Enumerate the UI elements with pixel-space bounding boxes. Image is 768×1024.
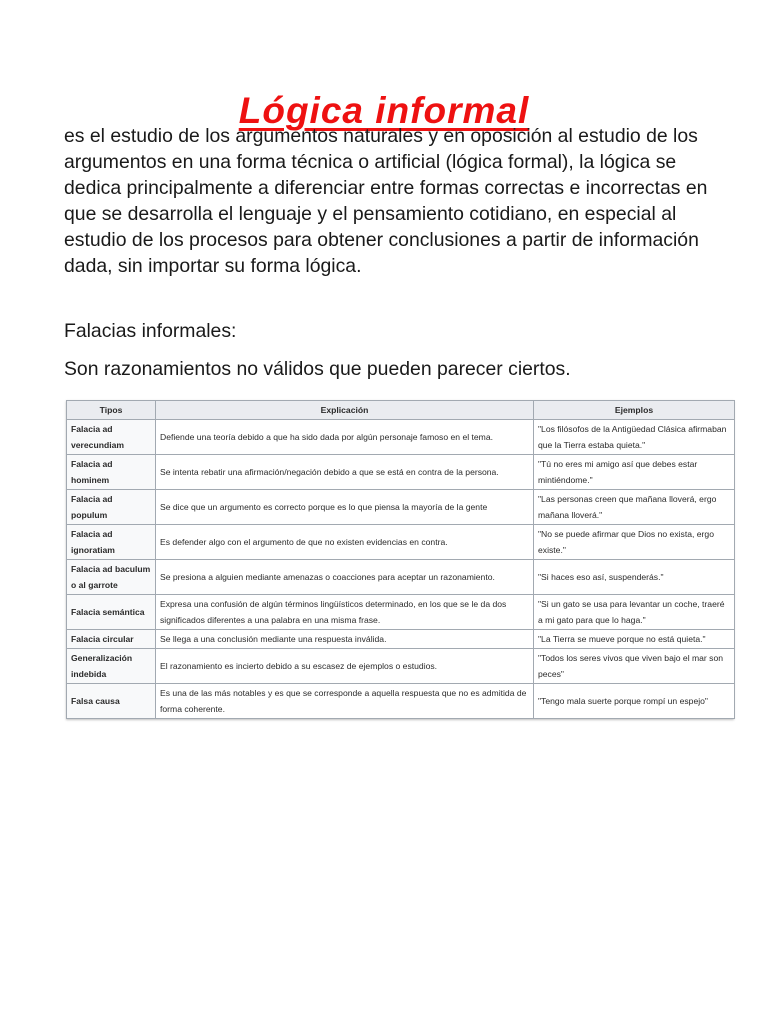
table-row (67, 420, 735, 455)
table-row (67, 490, 735, 525)
cell-explicacion: Se presiona a alguien mediante amenazas o coacciones para aceptar un razonamiento. (156, 560, 534, 595)
cell-tipo: Falsa causa (67, 684, 156, 719)
cell-explicacion: Es una de las más notables y es que se corresponde a aquella respuesta que no es admitida de forma coherente. (156, 684, 534, 719)
cell-ejemplo: "Las personas creen que mañana lloverá, ergo mañana lloverá." (534, 490, 735, 525)
page-title: Lógica informal (238, 89, 530, 131)
cell-explicacion: Expresa una confusión de algún términos lingüísticos determinado, en los que se le da dos significados diferentes a una palabra en una misma frase. (156, 595, 534, 630)
table-row (67, 595, 735, 630)
cell-explicacion: Se intenta rebatir una afirmación/negación debido a que se está en contra de la persona. (156, 455, 534, 490)
cell-tipo: Generalización indebida (67, 649, 156, 684)
cell-tipo: Falacia semántica (67, 595, 156, 630)
cell-explicacion: Se llega a una conclusión mediante una respuesta inválida. (156, 630, 534, 649)
cell-tipo: Falacia ad ignoratiam (67, 525, 156, 560)
table-row (67, 455, 735, 490)
cell-tipo: Falacia ad populum (67, 490, 156, 525)
cell-ejemplo: "Tengo mala suerte porque rompí un espejo" (534, 684, 735, 719)
table-header-row (67, 401, 735, 420)
definition-paragraph: Son razonamientos no válidos que pueden parecer ciertos. (64, 358, 571, 380)
cell-ejemplo: "Tú no eres mi amigo así que debes estar mintiéndome." (534, 455, 735, 490)
cell-ejemplo: "La Tierra se mueve porque no está quieta." (534, 630, 735, 649)
cell-tipo: Falacia ad baculum o al garrote (67, 560, 156, 595)
section-heading: Falacias informales: (64, 320, 237, 342)
table-row (67, 560, 735, 595)
cell-tipo: Falacia ad verecundiam (67, 420, 156, 455)
cell-ejemplo: "Si haces eso así, suspenderás." (534, 560, 735, 595)
cell-ejemplo: "Los filósofos de la Antigüedad Clásica afirmaban que la Tierra estaba quieta." (534, 420, 735, 455)
header-tipos: Tipos (67, 401, 156, 420)
cell-explicacion: Es defender algo con el argumento de que no existen evidencias en contra. (156, 525, 534, 560)
table-row (67, 630, 735, 649)
cell-ejemplo: "Todos los seres vivos que viven bajo el mar son peces" (534, 649, 735, 684)
header-ejemplos: Ejemplos (534, 401, 735, 420)
cell-explicacion: El razonamiento es incierto debido a su escasez de ejemplos o estudios. (156, 649, 534, 684)
fallacies-table-container (66, 400, 734, 719)
cell-tipo: Falacia ad hominem (67, 455, 156, 490)
cell-explicacion: Se dice que un argumento es correcto porque es lo que piensa la mayoría de la gente (156, 490, 534, 525)
cell-tipo: Falacia circular (67, 630, 156, 649)
table-row (67, 649, 735, 684)
header-explicacion: Explicación (156, 401, 534, 420)
fallacies-table (66, 400, 735, 719)
intro-paragraph: es el estudio de los argumentos naturales y en oposición al estudio de los argumentos en una forma técnica o artificial (lógica formal), la lógica se dedica principalmente a diferenciar entre formas correctas e incorrectas en que se desarrolla el lenguaje y el pensamiento cotidiano, en especial al estudio de los procesos para obtener conclusiones a partir de información dada, sin importar su forma lógica. (64, 125, 708, 277)
table-row (67, 525, 735, 560)
table-row (67, 684, 735, 719)
cell-ejemplo: "Si un gato se usa para levantar un coche, traeré a mi gato para que lo haga." (534, 595, 735, 630)
cell-ejemplo: "No se puede afirmar que Dios no exista, ergo existe." (534, 525, 735, 560)
cell-explicacion: Defiende una teoría debido a que ha sido dada por algún personaje famoso en el tema. (156, 420, 534, 455)
